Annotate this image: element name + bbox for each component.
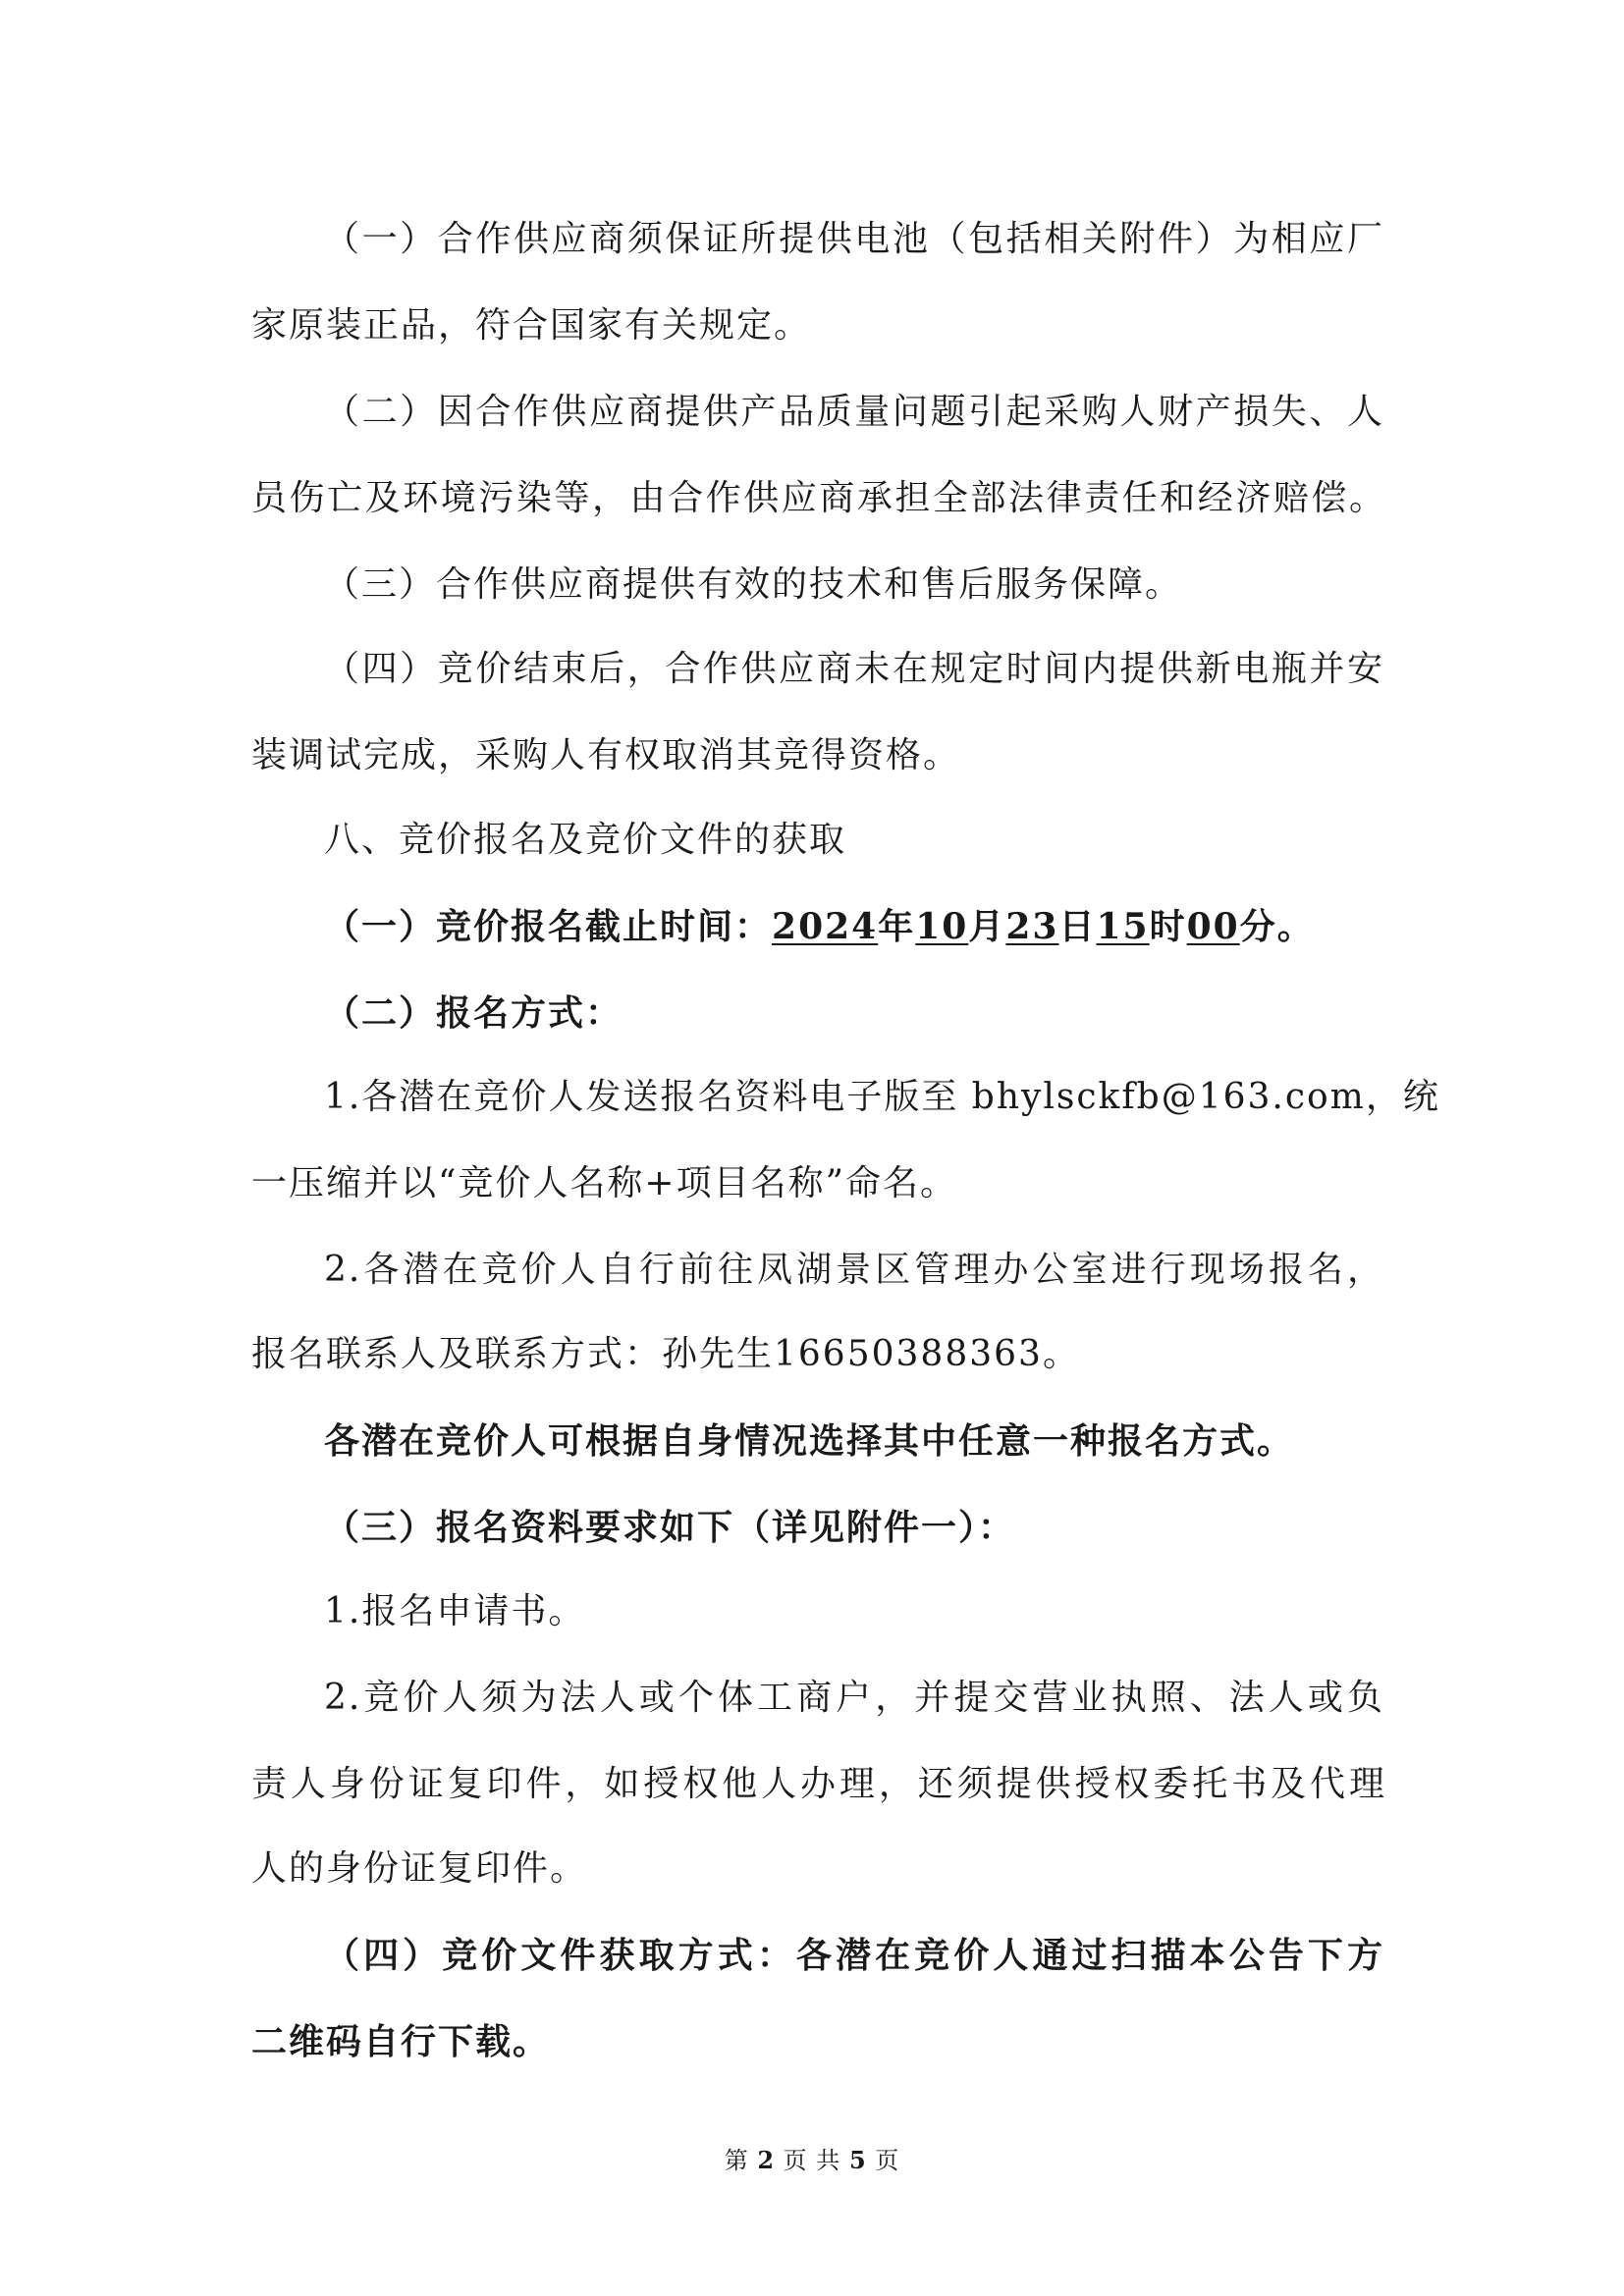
- requirement-2-line-3: 人的身份证复印件。: [251, 1848, 588, 1889]
- requirements-heading: （三）报名资料要求如下（详见附件一）：: [324, 1507, 1016, 1548]
- registration-method-2-line-2: 报名联系人及联系方式：孙先生16650388363。: [251, 1334, 1080, 1374]
- footer-middle: 页 共: [783, 2147, 841, 2174]
- requirement-2-line-2: 责人身份证复印件，如授权他人办理，还须提供授权委托书及代理: [251, 1764, 1386, 1804]
- deadline-hour: 15: [1096, 906, 1150, 947]
- deadline-year-unit: 年: [878, 906, 916, 947]
- paragraph-3: （三）合作供应商提供有效的技术和售后服务保障。: [324, 564, 1183, 605]
- footer-total-pages: 5: [848, 2146, 867, 2174]
- paragraph-1-line-1: （一）合作供应商须保证所提供电池（包括相关附件）为相应厂: [324, 219, 1384, 259]
- document-access-line-2: 二维码自行下载。: [251, 2021, 551, 2062]
- paragraph-4-line-2: 装调试完成，采购人有权取消其竞得资格。: [251, 735, 961, 775]
- deadline-hour-unit: 时: [1149, 906, 1187, 947]
- deadline-minute-unit: 分。: [1239, 906, 1315, 947]
- page-footer: [0, 2146, 1624, 2175]
- deadline-year: 2024: [772, 906, 879, 947]
- registration-method-1-line-1: 1.各潜在竞价人发送报名资料电子版至 bhylsckfb@163.com，统: [324, 1077, 1440, 1117]
- paragraph-1-line-2: 家原装正品，符合国家有关规定。: [251, 305, 812, 346]
- registration-method-1-line-2: 一压缩并以“竞价人名称+项目名称”命名。: [251, 1163, 957, 1203]
- document-access-line-1: （四）竞价文件获取方式：各潜在竞价人通过扫描本公告下方: [324, 1935, 1384, 1976]
- registration-method-heading: （二）报名方式：: [324, 992, 623, 1034]
- deadline-month-unit: 月: [968, 906, 1006, 947]
- deadline-minute: 00: [1186, 906, 1240, 947]
- section-heading: 八、竞价报名及竞价文件的获取: [324, 820, 847, 860]
- registration-method-2-line-1: 2.各潜在竞价人自行前往凤湖景区管理办公室进行现场报名，: [324, 1250, 1384, 1290]
- requirement-1: 1.报名申请书。: [324, 1591, 586, 1631]
- requirement-2-line-1: 2.竞价人须为法人或个体工商户，并提交营业执照、法人或负: [324, 1678, 1384, 1718]
- registration-deadline: [324, 905, 1463, 948]
- deadline-day: 23: [1005, 906, 1059, 947]
- footer-page-number: 2: [757, 2146, 776, 2174]
- paragraph-4-line-1: （四）竞价结束后，合作供应商未在规定时间内提供新电瓶并安: [324, 649, 1384, 689]
- footer-suffix: 页: [875, 2147, 900, 2174]
- deadline-day-unit: 日: [1058, 906, 1097, 947]
- deadline-prefix: （一）竞价报名截止时间：: [324, 906, 773, 947]
- paragraph-2-line-1: （二）因合作供应商提供产品质量问题引起采购人财产损失、人: [324, 392, 1384, 432]
- footer-prefix: 第: [724, 2147, 749, 2174]
- paragraph-2-line-2: 员伤亡及环境污染等，由合作供应商承担全部法律责任和经济赔偿。: [251, 478, 1386, 518]
- registration-choice-note: 各潜在竞价人可根据自身情况选择其中任意一种报名方式。: [324, 1420, 1295, 1462]
- deadline-month: 10: [915, 906, 969, 947]
